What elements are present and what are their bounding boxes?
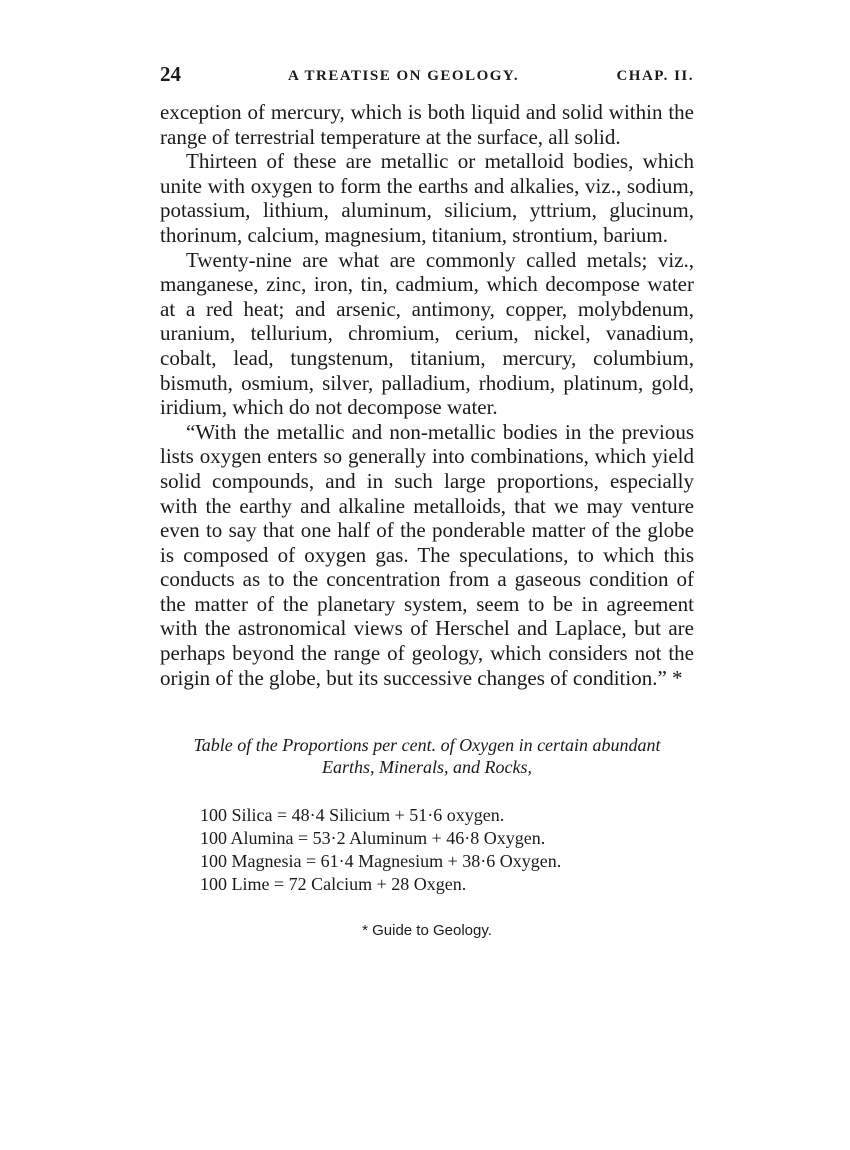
paragraph-continuation: exception of mercury, which is both liquid and solid within the range of terrestrial temperature at the surface, all solid. — [160, 100, 694, 149]
page-number: 24 — [160, 62, 181, 86]
running-head — [160, 58, 694, 92]
table-row: 100 Alumina = 53·2 Aluminum + 46·8 Oxygen. — [200, 828, 546, 849]
running-title: A TREATISE ON GEOLOGY. — [288, 68, 520, 84]
paragraph-metals: Twenty-nine are what are commonly called metals; viz., manganese, zinc, iron, tin, cadmium, which decompose water at a red heat; and arsenic, antimony, copper, molybdenum, uranium, tellurium, chromium, cerium, nickel, vanadium, cobalt, lead, tungstenum, titanium, mercury, columbium, bismuth, osmium, silver, palladium, rhodium, platinum, gold, iridium, which do not decompose water. — [160, 247, 694, 420]
table-caption-line: Earths, Minerals, and Rocks, — [322, 757, 532, 778]
table-row: 100 Magnesia = 61·4 Magnesium + 38·6 Oxygen. — [200, 851, 562, 872]
table-row: 100 Lime = 72 Calcium + 28 Oxgen. — [200, 874, 467, 895]
table-row: 100 Silica = 48·4 Silicium + 51·6 oxygen. — [200, 805, 505, 826]
paragraph-metalloids: Thirteen of these are metallic or metalloid bodies, which unite with oxygen to form the earths and alkalies, viz., sodium, potassium, lithium, aluminum, silicium, yttrium, glucinum, thorinum, calcium, magnesium, titanium, strontium, barium. — [160, 149, 694, 247]
table-caption-line: Table of the Proportions per cent. of Oxygen in certain abundant — [193, 735, 661, 756]
oxygen-table — [200, 804, 694, 896]
chapter-label: CHAP. II. — [616, 68, 694, 84]
paragraph-quotation: “With the metallic and non-metallic bodies in the previous lists oxygen enters so generally into combinations, which yield solid compounds, and in such large proportions, especially with the earthy and alkaline metalloids, that we may venture even to say that one half of the ponderable matter of the globe is composed of oxygen gas. The speculations, to which this conducts as to the concentration from a gaseous condition of the matter of the planetary system, seem to be in agreement with the astronomical views of Herschel and Laplace, but are perhaps beyond the range of geology, which considers not the origin of the globe, but its successive changes of condition.” * — [160, 419, 694, 690]
footnote: * Guide to Geology. — [362, 922, 492, 940]
book-page — [160, 58, 694, 939]
table-caption — [160, 734, 694, 778]
body-text — [160, 100, 694, 690]
